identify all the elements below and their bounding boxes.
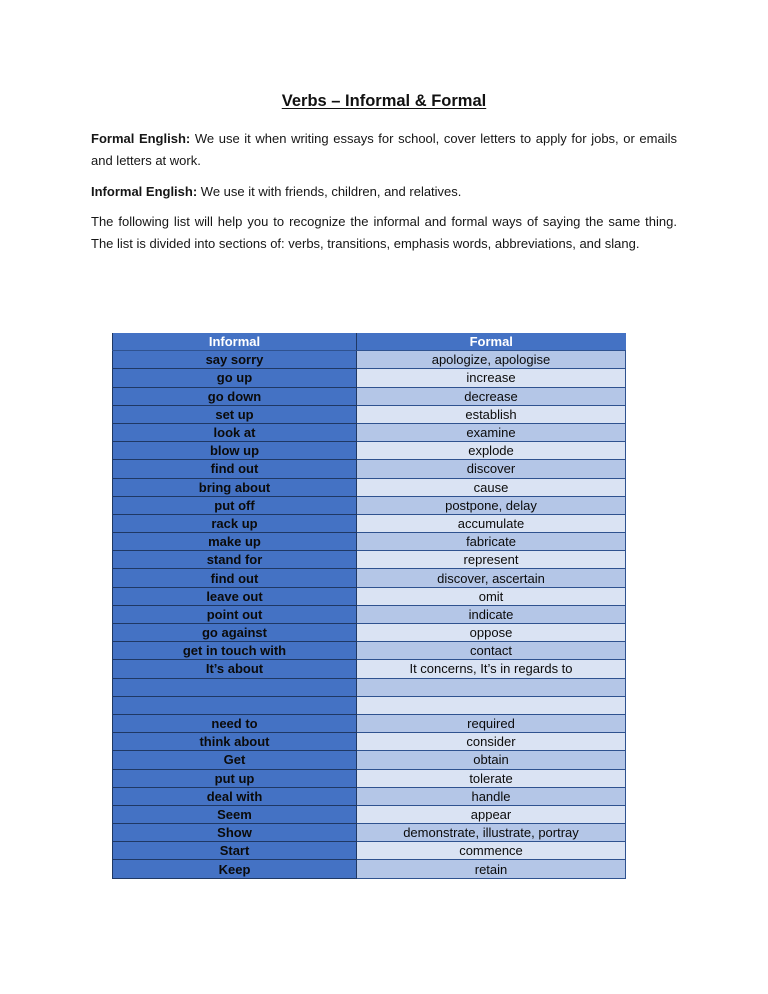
table-row — [113, 569, 626, 587]
cell-formal: decrease — [357, 387, 626, 405]
table-row — [113, 496, 626, 514]
cell-informal: It’s about — [113, 660, 357, 678]
table-row — [113, 824, 626, 842]
cell-informal: Seem — [113, 805, 357, 823]
table-row — [113, 442, 626, 460]
table-row — [113, 769, 626, 787]
table-row — [113, 696, 626, 714]
cell-formal: accumulate — [357, 514, 626, 532]
formal-definition-paragraph — [91, 128, 677, 171]
cell-formal: indicate — [357, 605, 626, 623]
header-formal: Formal — [357, 333, 626, 351]
table-row — [113, 587, 626, 605]
cell-formal: retain — [357, 860, 626, 878]
cell-informal: Show — [113, 824, 357, 842]
cell-formal: examine — [357, 423, 626, 441]
table-row — [113, 423, 626, 441]
cell-formal: omit — [357, 587, 626, 605]
table-row — [113, 533, 626, 551]
table-row — [113, 351, 626, 369]
table-row — [113, 460, 626, 478]
cell-informal: put up — [113, 769, 357, 787]
cell-formal: contact — [357, 642, 626, 660]
cell-informal: look at — [113, 423, 357, 441]
cell-formal: consider — [357, 733, 626, 751]
cell-formal: handle — [357, 787, 626, 805]
cell-informal: get in touch with — [113, 642, 357, 660]
cell-informal: need to — [113, 714, 357, 732]
informal-definition-paragraph — [91, 181, 677, 203]
cell-formal: establish — [357, 405, 626, 423]
cell-formal — [357, 678, 626, 696]
informal-text: We use it with friends, children, and relatives. — [200, 184, 462, 199]
cell-formal: commence — [357, 842, 626, 860]
cell-informal: point out — [113, 605, 357, 623]
cell-formal: demonstrate, illustrate, portray — [357, 824, 626, 842]
table-row — [113, 787, 626, 805]
cell-formal: postpone, delay — [357, 496, 626, 514]
cell-informal: find out — [113, 460, 357, 478]
cell-informal: blow up — [113, 442, 357, 460]
cell-formal: required — [357, 714, 626, 732]
cell-formal: apologize, apologise — [357, 351, 626, 369]
cell-formal: discover, ascertain — [357, 569, 626, 587]
cell-informal: say sorry — [113, 351, 357, 369]
cell-formal: explode — [357, 442, 626, 460]
cell-formal: obtain — [357, 751, 626, 769]
cell-informal: think about — [113, 733, 357, 751]
informal-label: Informal English: — [91, 184, 198, 199]
formal-text: We use it when writing essays for school, cover letters to apply for jobs, or emails and letters at work. — [91, 131, 677, 168]
table-row — [113, 805, 626, 823]
table-row — [113, 714, 626, 732]
table-row — [113, 678, 626, 696]
table-row — [113, 387, 626, 405]
cell-formal: cause — [357, 478, 626, 496]
table-row — [113, 624, 626, 642]
header-informal: Informal — [113, 333, 357, 351]
table-row — [113, 660, 626, 678]
table-row — [113, 733, 626, 751]
cell-formal: It concerns, It’s in regards to — [357, 660, 626, 678]
cell-informal — [113, 696, 357, 714]
cell-informal — [113, 678, 357, 696]
cell-informal: go against — [113, 624, 357, 642]
table-row — [113, 842, 626, 860]
cell-formal: fabricate — [357, 533, 626, 551]
table-row — [113, 551, 626, 569]
cell-informal: go up — [113, 369, 357, 387]
cell-informal: set up — [113, 405, 357, 423]
cell-formal: oppose — [357, 624, 626, 642]
table-row — [113, 478, 626, 496]
cell-informal: Get — [113, 751, 357, 769]
cell-informal: Keep — [113, 860, 357, 878]
cell-formal: represent — [357, 551, 626, 569]
formal-label: Formal English: — [91, 131, 191, 146]
table-header-row — [113, 333, 626, 351]
cell-informal: leave out — [113, 587, 357, 605]
table-row — [113, 642, 626, 660]
verbs-table — [112, 333, 626, 879]
table-row — [113, 751, 626, 769]
cell-informal: deal with — [113, 787, 357, 805]
cell-informal: put off — [113, 496, 357, 514]
table-row — [113, 605, 626, 623]
cell-formal: appear — [357, 805, 626, 823]
cell-informal: stand for — [113, 551, 357, 569]
cell-informal: go down — [113, 387, 357, 405]
table-row — [113, 369, 626, 387]
cell-formal: increase — [357, 369, 626, 387]
intro-paragraph: The following list will help you to recognize the informal and formal ways of saying the same thing. The list is divided into sections of: verbs, transitions, emphasis words, abbreviations, and slang. — [91, 214, 677, 251]
table-body — [113, 351, 626, 878]
verbs-table-container — [112, 333, 625, 879]
cell-formal: tolerate — [357, 769, 626, 787]
cell-informal: find out — [113, 569, 357, 587]
cell-informal: Start — [113, 842, 357, 860]
cell-informal: rack up — [113, 514, 357, 532]
cell-formal: discover — [357, 460, 626, 478]
table-row — [113, 860, 626, 878]
cell-informal: bring about — [113, 478, 357, 496]
table-row — [113, 514, 626, 532]
cell-formal — [357, 696, 626, 714]
table-row — [113, 405, 626, 423]
page-title: Verbs – Informal & Formal — [281, 92, 487, 110]
cell-informal: make up — [113, 533, 357, 551]
